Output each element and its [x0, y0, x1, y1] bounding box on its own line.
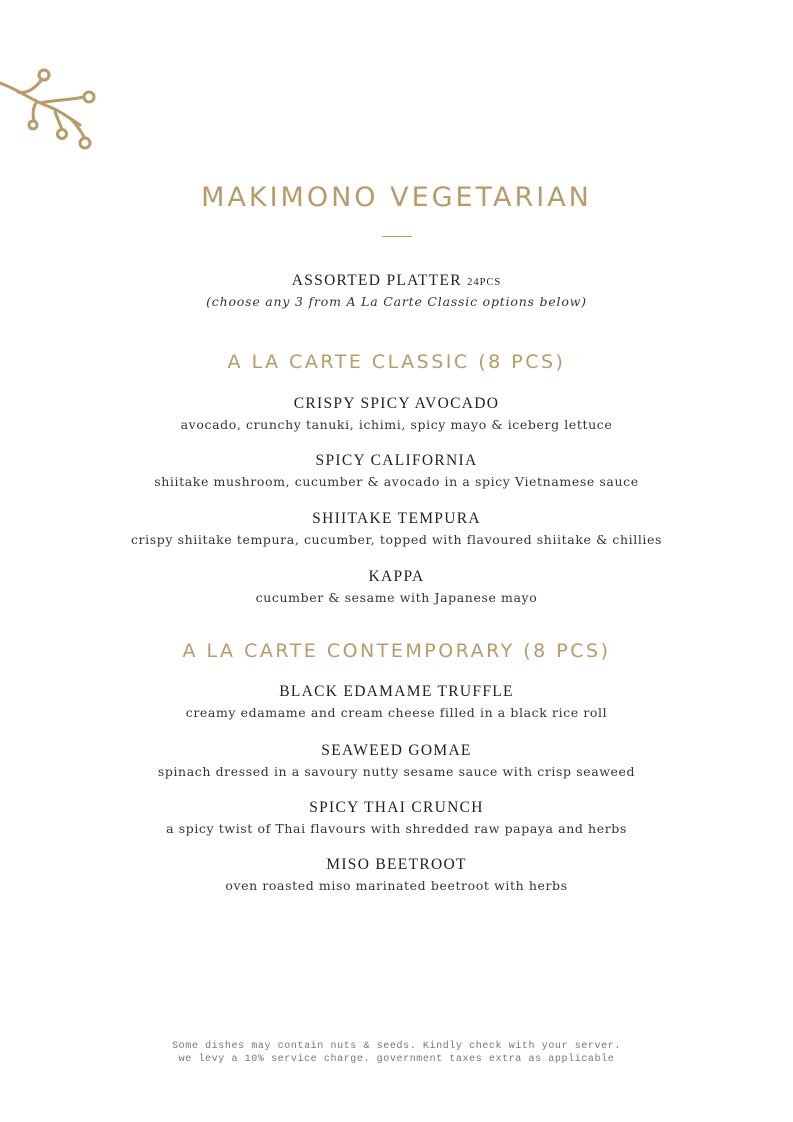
section-heading-classic: A LA CARTE CLASSIC (8 PCS)	[227, 351, 566, 373]
branch-ornament-icon	[0, 65, 100, 155]
menu-item-desc: crispy shiitake tempura, cucumber, topped with flavoured shiitake & chillies	[130, 532, 663, 547]
menu-item-name: MISO BEETROOT	[326, 856, 467, 873]
menu-item-name: SPICY THAI CRUNCH	[309, 799, 484, 816]
menu-item-name: SPICY CALIFORNIA	[315, 452, 478, 469]
menu-item-desc: avocado, crunchy tanuki, ichimi, spicy mayo & iceberg lettuce	[180, 417, 613, 432]
menu-item-desc: a spicy twist of Thai flavours with shredded raw papaya and herbs	[166, 821, 627, 836]
menu-item-desc: creamy edamame and cream cheese filled in a black rice roll	[185, 705, 608, 720]
section-heading-contemporary: A LA CARTE CONTEMPORARY (8 PCS)	[182, 640, 611, 662]
menu-item-name: CRISPY SPICY AVOCADO	[293, 395, 500, 412]
platter-note: (choose any 3 from A La Carte Classic options below)	[206, 294, 587, 309]
menu-item-desc: oven roasted miso marinated beetroot with herbs	[225, 878, 568, 893]
platter-pcs: 24PCS	[467, 277, 502, 288]
platter-name	[0, 272, 793, 290]
menu-item-desc: cucumber & sesame with Japanese mayo	[255, 590, 538, 605]
footer-service-charge: we levy a 10% service charge. government taxes extra as applicable	[178, 1054, 615, 1065]
page-title: MAKIMONO VEGETARIAN	[201, 182, 592, 213]
footer-allergy-note: Some dishes may contain nuts & seeds. Kindly check with your server.	[172, 1041, 621, 1052]
menu-item-name: BLACK EDAMAME TRUFFLE	[279, 683, 514, 700]
platter-label: ASSORTED PLATTER	[291, 272, 462, 289]
menu-item-name: KAPPA	[368, 568, 425, 585]
menu-item-name: SEAWEED GOMAE	[321, 742, 472, 759]
title-divider	[382, 236, 412, 237]
menu-item-desc: shiitake mushroom, cucumber & avocado in a spicy Vietnamese sauce	[154, 474, 639, 489]
menu-item-desc: spinach dressed in a savoury nutty sesame sauce with crisp seaweed	[157, 764, 636, 779]
menu-item-name: SHIITAKE TEMPURA	[312, 510, 481, 527]
